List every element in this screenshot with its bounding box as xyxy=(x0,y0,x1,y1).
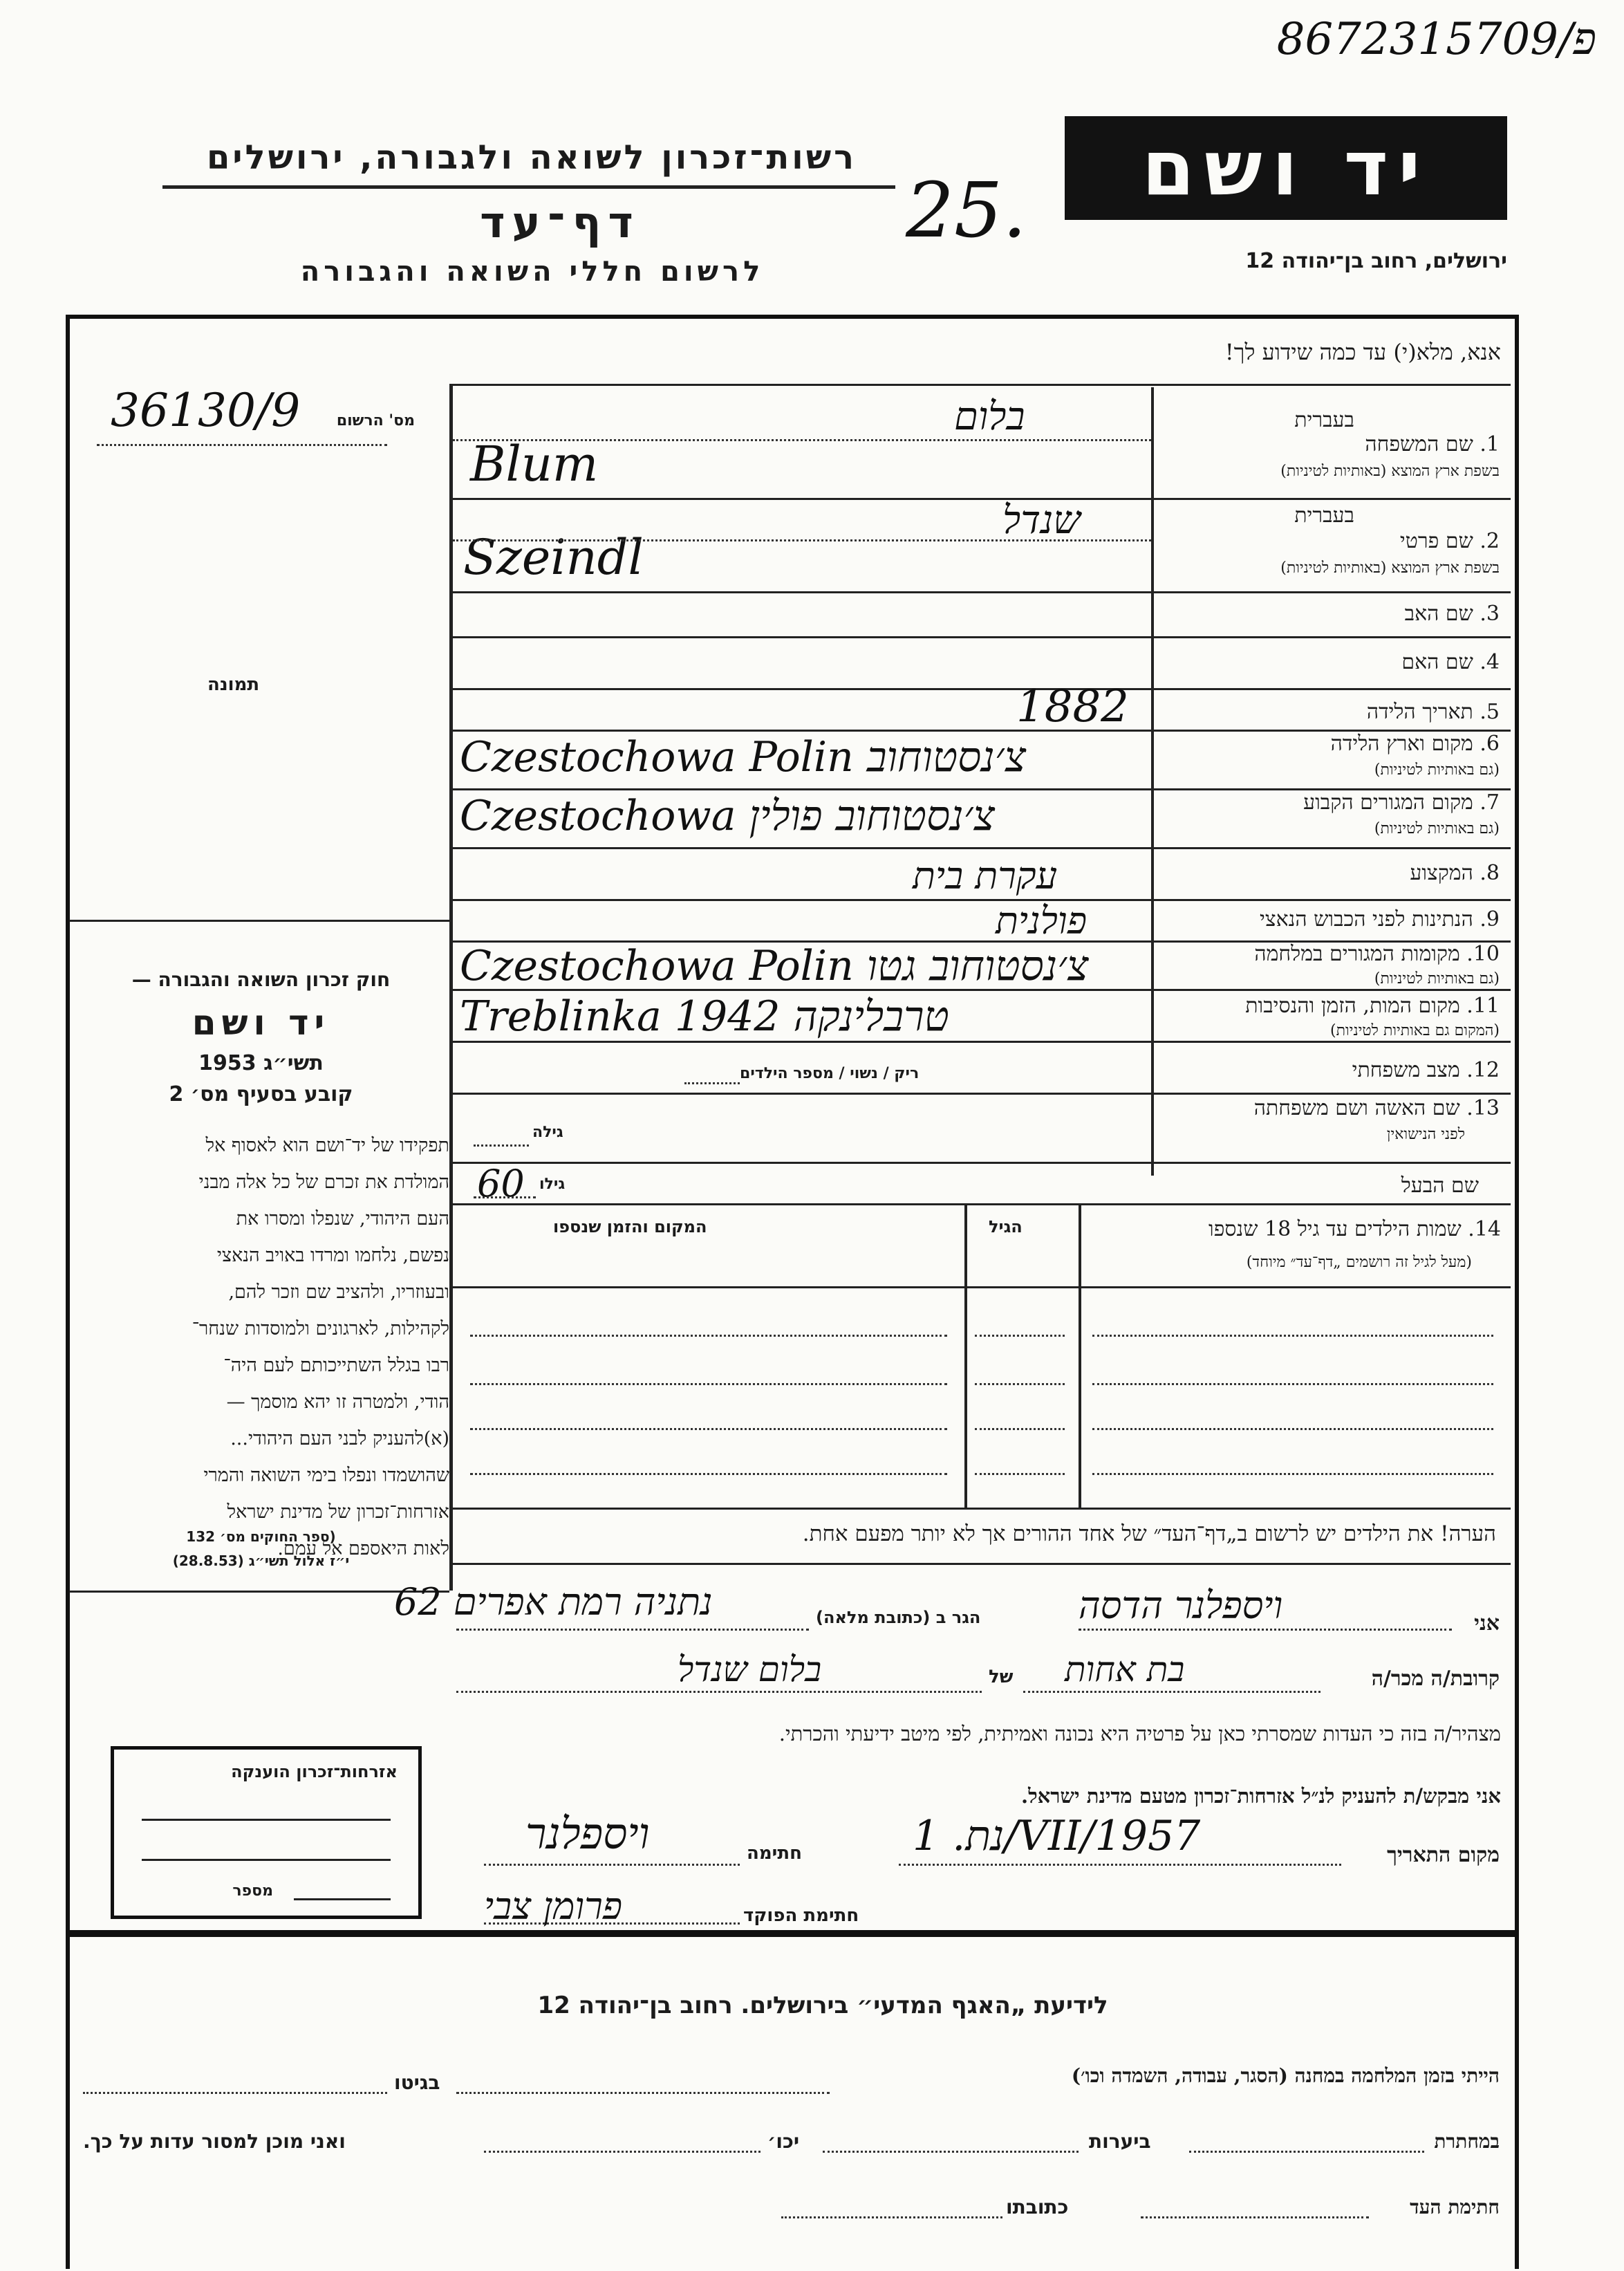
reg-number-value: 36130/9 xyxy=(111,384,301,437)
law-clause: קובע בסעיף מס׳ 2 xyxy=(169,1082,353,1106)
field-husband-name-label: שם הבעל xyxy=(1401,1174,1479,1198)
death-place-value: Treblinka 1942 טרבלינקה xyxy=(460,992,949,1041)
citizenship-label: אזרחות־זכרון הוענקה xyxy=(231,1762,398,1781)
handwritten-number: 25. xyxy=(906,166,1027,254)
law-line: תפקידו של יד־ושם הוא לאסוף אל xyxy=(205,1135,449,1156)
archive-number: 8672315709/פ xyxy=(1276,14,1596,65)
field-birth-place-label: 6. מקום וארץ הלידה xyxy=(1330,732,1500,756)
declaration-of-label: של xyxy=(989,1667,1014,1687)
law-line: (א)להעניק לבני העם היהודי... xyxy=(230,1428,449,1449)
footer-camp-label: הייתי בזמן המלחמה במחנה (הסגר, עבודה, השמדה וכו׳) xyxy=(1071,2064,1500,2087)
sidebar-bottom-rule xyxy=(69,1591,449,1593)
sheet-subtitle: לרשום חללי השואה והגבורה xyxy=(300,256,765,288)
first-name-he: שנדל xyxy=(1002,498,1081,543)
occupation-value: עקרת בית xyxy=(913,854,1058,898)
war-residence-value: Czestochowa Polin צ׳נסטוחוב גטו xyxy=(460,942,1089,990)
marital-status-options: ריק / נשוי / מספר הילדים xyxy=(740,1065,920,1082)
law-ref-2: י״ז אלול תשי״ג (28.8.53) xyxy=(172,1552,350,1569)
place-date-value: נת. 1/VII/1957 xyxy=(913,1812,1201,1860)
reg-number-field xyxy=(69,384,449,449)
law-line: המולדת את זכרם של כל אלה מבני xyxy=(198,1171,449,1193)
citizenship-box xyxy=(111,1746,422,1919)
field-death-place-sub: (המקום גם באותיות לטיניות) xyxy=(1330,1022,1500,1039)
footer-forests-label: ביערות xyxy=(1089,2130,1151,2153)
law-ref-1: (ספר החוקים מס׳ 132 xyxy=(186,1528,336,1545)
law-line: לקהילות, לארגונים ולמוסדות שנחר־ xyxy=(192,1318,449,1340)
family-name-lat: Blum xyxy=(470,436,599,492)
note: הערה! את הילדים יש לרשום ב„דף־העד״ של אחד ההורים אך לא יותר מפעם אחת. xyxy=(802,1521,1496,1546)
sidebar-separator xyxy=(69,920,449,922)
law-line: ובעוזריו, ולהציב שם וזכר להם, xyxy=(228,1281,449,1303)
footer-underground-label: במחתרת xyxy=(1434,2130,1500,2153)
hebrew-label-2: בעברית xyxy=(1294,503,1354,528)
label-column-divider xyxy=(1151,387,1154,1176)
residence-value: Czestochowa צ׳נסטוחוב פולין xyxy=(460,792,995,840)
field-birth-date-label: 5. תאריך הלידה xyxy=(1366,700,1500,724)
declarant-name: ויספלנר הדסה xyxy=(1079,1584,1283,1627)
birth-date-value: 1882 xyxy=(1016,681,1129,732)
birth-place-value: Czestochowa Polin צ׳נסטוחוב xyxy=(460,733,1027,781)
husband-age-value: 60 xyxy=(477,1162,525,1205)
instruction: אנא, מלא(י) עד כמה שידוע לך! xyxy=(1224,339,1501,365)
declaration-relation-label: קרובת/ה מכר/ה xyxy=(1371,1667,1500,1691)
footer-witness-signature-label: חתימת העד xyxy=(1410,2196,1500,2218)
law-line: רבו בגלל השתייכותם לעם היה־ xyxy=(223,1355,449,1376)
signature-value: ויספלנר xyxy=(525,1808,650,1859)
law-title: חוק זכרון השואה והגבורה — xyxy=(131,968,391,991)
sheet-title: דף־עד xyxy=(480,197,640,248)
instruction-rule xyxy=(449,384,1511,386)
field-birth-place-sub: (גם באותיות לטיניות) xyxy=(1374,761,1500,779)
children-sub: (מעל לגיל זה רושמים „דף־עד״ מיוחד) xyxy=(1246,1254,1472,1271)
children-col-age: הגיל xyxy=(989,1217,1023,1236)
law-line: אזרחות־זכרון של מדינת ישראל xyxy=(227,1501,449,1523)
header-address: ירושלים, רחוב בן־יהודה 12 xyxy=(1245,249,1507,273)
of-value: בלום שנדל xyxy=(678,1649,822,1689)
declaration-request: אני מבקש/ת להעניק לנ״ל אזרחות־זכרון מטעם מדינת ישראל. xyxy=(1021,1784,1501,1808)
children-label: 14. שמות הילדים עד גיל 18 שנספו xyxy=(1208,1217,1501,1241)
law-name: יד ושם xyxy=(192,1003,330,1043)
declaration-i-label: אני xyxy=(1474,1611,1500,1635)
footer-ready-label: ואני מוכן למסור עדות על כך. xyxy=(83,2130,346,2153)
field-first-name-sub: בשפת ארץ המוצא (באותיות לטיניות) xyxy=(1280,559,1500,577)
reg-number-label: מס' הרשום xyxy=(336,412,415,429)
declarant-address: נתניה רמת אפרים 62 xyxy=(394,1580,713,1624)
yad-vashem-logo xyxy=(1065,116,1507,220)
law-line: הודי, ולמטרה זו יהא מוסמך — xyxy=(226,1391,449,1413)
officer-value: פרומן צבי xyxy=(484,1884,623,1928)
footer-frame xyxy=(66,1933,1519,2269)
nationality-value: פולנית xyxy=(996,899,1088,943)
field-wife-name-sub: לפני הנישואין xyxy=(1386,1126,1465,1143)
field-war-residence-label: 10. מקומות המגורים במלחמה xyxy=(1254,942,1500,966)
law-line: לאות היאספם אל עמם. xyxy=(277,1538,449,1559)
field-occupation-label: 8. המקצוע xyxy=(1410,861,1500,885)
law-line: העם היהודי, שנפלו ומסרו את xyxy=(236,1208,449,1230)
citizenship-number-label: מספר xyxy=(232,1882,273,1900)
photo-label: תמונה xyxy=(207,674,260,695)
hebrew-label-1: בעברית xyxy=(1294,408,1354,432)
field-mother-name-label: 4. שם האם xyxy=(1401,650,1500,674)
footer-address-label: כתובתו xyxy=(1006,2196,1069,2218)
footer-etc-label: יכו׳ xyxy=(767,2130,800,2153)
law-line: נפשם, נלחמו ומרדו באויב הנאצי xyxy=(216,1245,449,1266)
place-date-label: מקום התאריך xyxy=(1387,1843,1500,1867)
field-marital-status-label: 12. מצב משפחתי xyxy=(1352,1058,1500,1082)
children-col-place: המקום והזמן שנספו xyxy=(553,1217,707,1236)
family-name-he: בלום xyxy=(954,394,1025,439)
signature-label: חתימה xyxy=(747,1843,802,1864)
org-line: רשות־זכרון לשואה ולגבורה, ירושלים xyxy=(206,138,857,177)
field-death-place-label: 11. מקום המות, הזמן והנסיבות xyxy=(1245,994,1500,1018)
field-residence-label: 7. מקום המגורים הקבוע xyxy=(1303,790,1500,815)
law-line: שהושמדו ונפלו בימי השואה והמרי xyxy=(203,1465,449,1486)
field-family-name-label: 1. שם המשפחה xyxy=(1365,432,1500,456)
field-father-name-label: 3. שם האב xyxy=(1404,602,1500,626)
declaration-statement: מצהיר/ה בזה כי העדות שמסרתי כאן על פרטיה היא נכונה ואמיתית, לפי מיטב ידיעתי והכרתי. xyxy=(778,1722,1501,1745)
field-family-name-sub: בשפת ארץ המוצא (באותיות לטיניות) xyxy=(1280,463,1500,480)
field-first-name-label: 2. שם פרטי xyxy=(1399,529,1500,553)
org-underline xyxy=(162,185,895,189)
officer-label: חתימת הפוקד xyxy=(743,1905,859,1926)
first-name-lat: Szeindl xyxy=(463,529,644,586)
sidebar-divider xyxy=(449,384,453,1591)
law-text xyxy=(73,1127,449,1567)
field-wife-name-label: 13. שם האשה ושם משפחתה xyxy=(1253,1096,1500,1120)
law-year: תשי״ג 1953 xyxy=(198,1051,324,1075)
wife-age-label: גילה xyxy=(532,1124,563,1141)
field-war-residence-sub: (גם באותיות לטיניות) xyxy=(1374,970,1500,988)
declaration-resides-label: הגר ב (כתובת מלאה) xyxy=(816,1608,981,1627)
logo-text: יד ושם xyxy=(1141,124,1430,212)
footer-title: לידיעת „האגף המדעי״ בירושלים. רחוב בן־יהודה 12 xyxy=(537,1992,1108,2019)
field-residence-sub: (גם באותיות לטיניות) xyxy=(1374,820,1500,837)
husband-age-label: גילו xyxy=(539,1176,566,1193)
footer-ghetto-label: בגיטו xyxy=(394,2071,440,2094)
field-nationality-label: 9. הנתינות לפני הכבוש הנאצי xyxy=(1260,907,1500,931)
relation-value: בת אחות xyxy=(1065,1649,1185,1689)
